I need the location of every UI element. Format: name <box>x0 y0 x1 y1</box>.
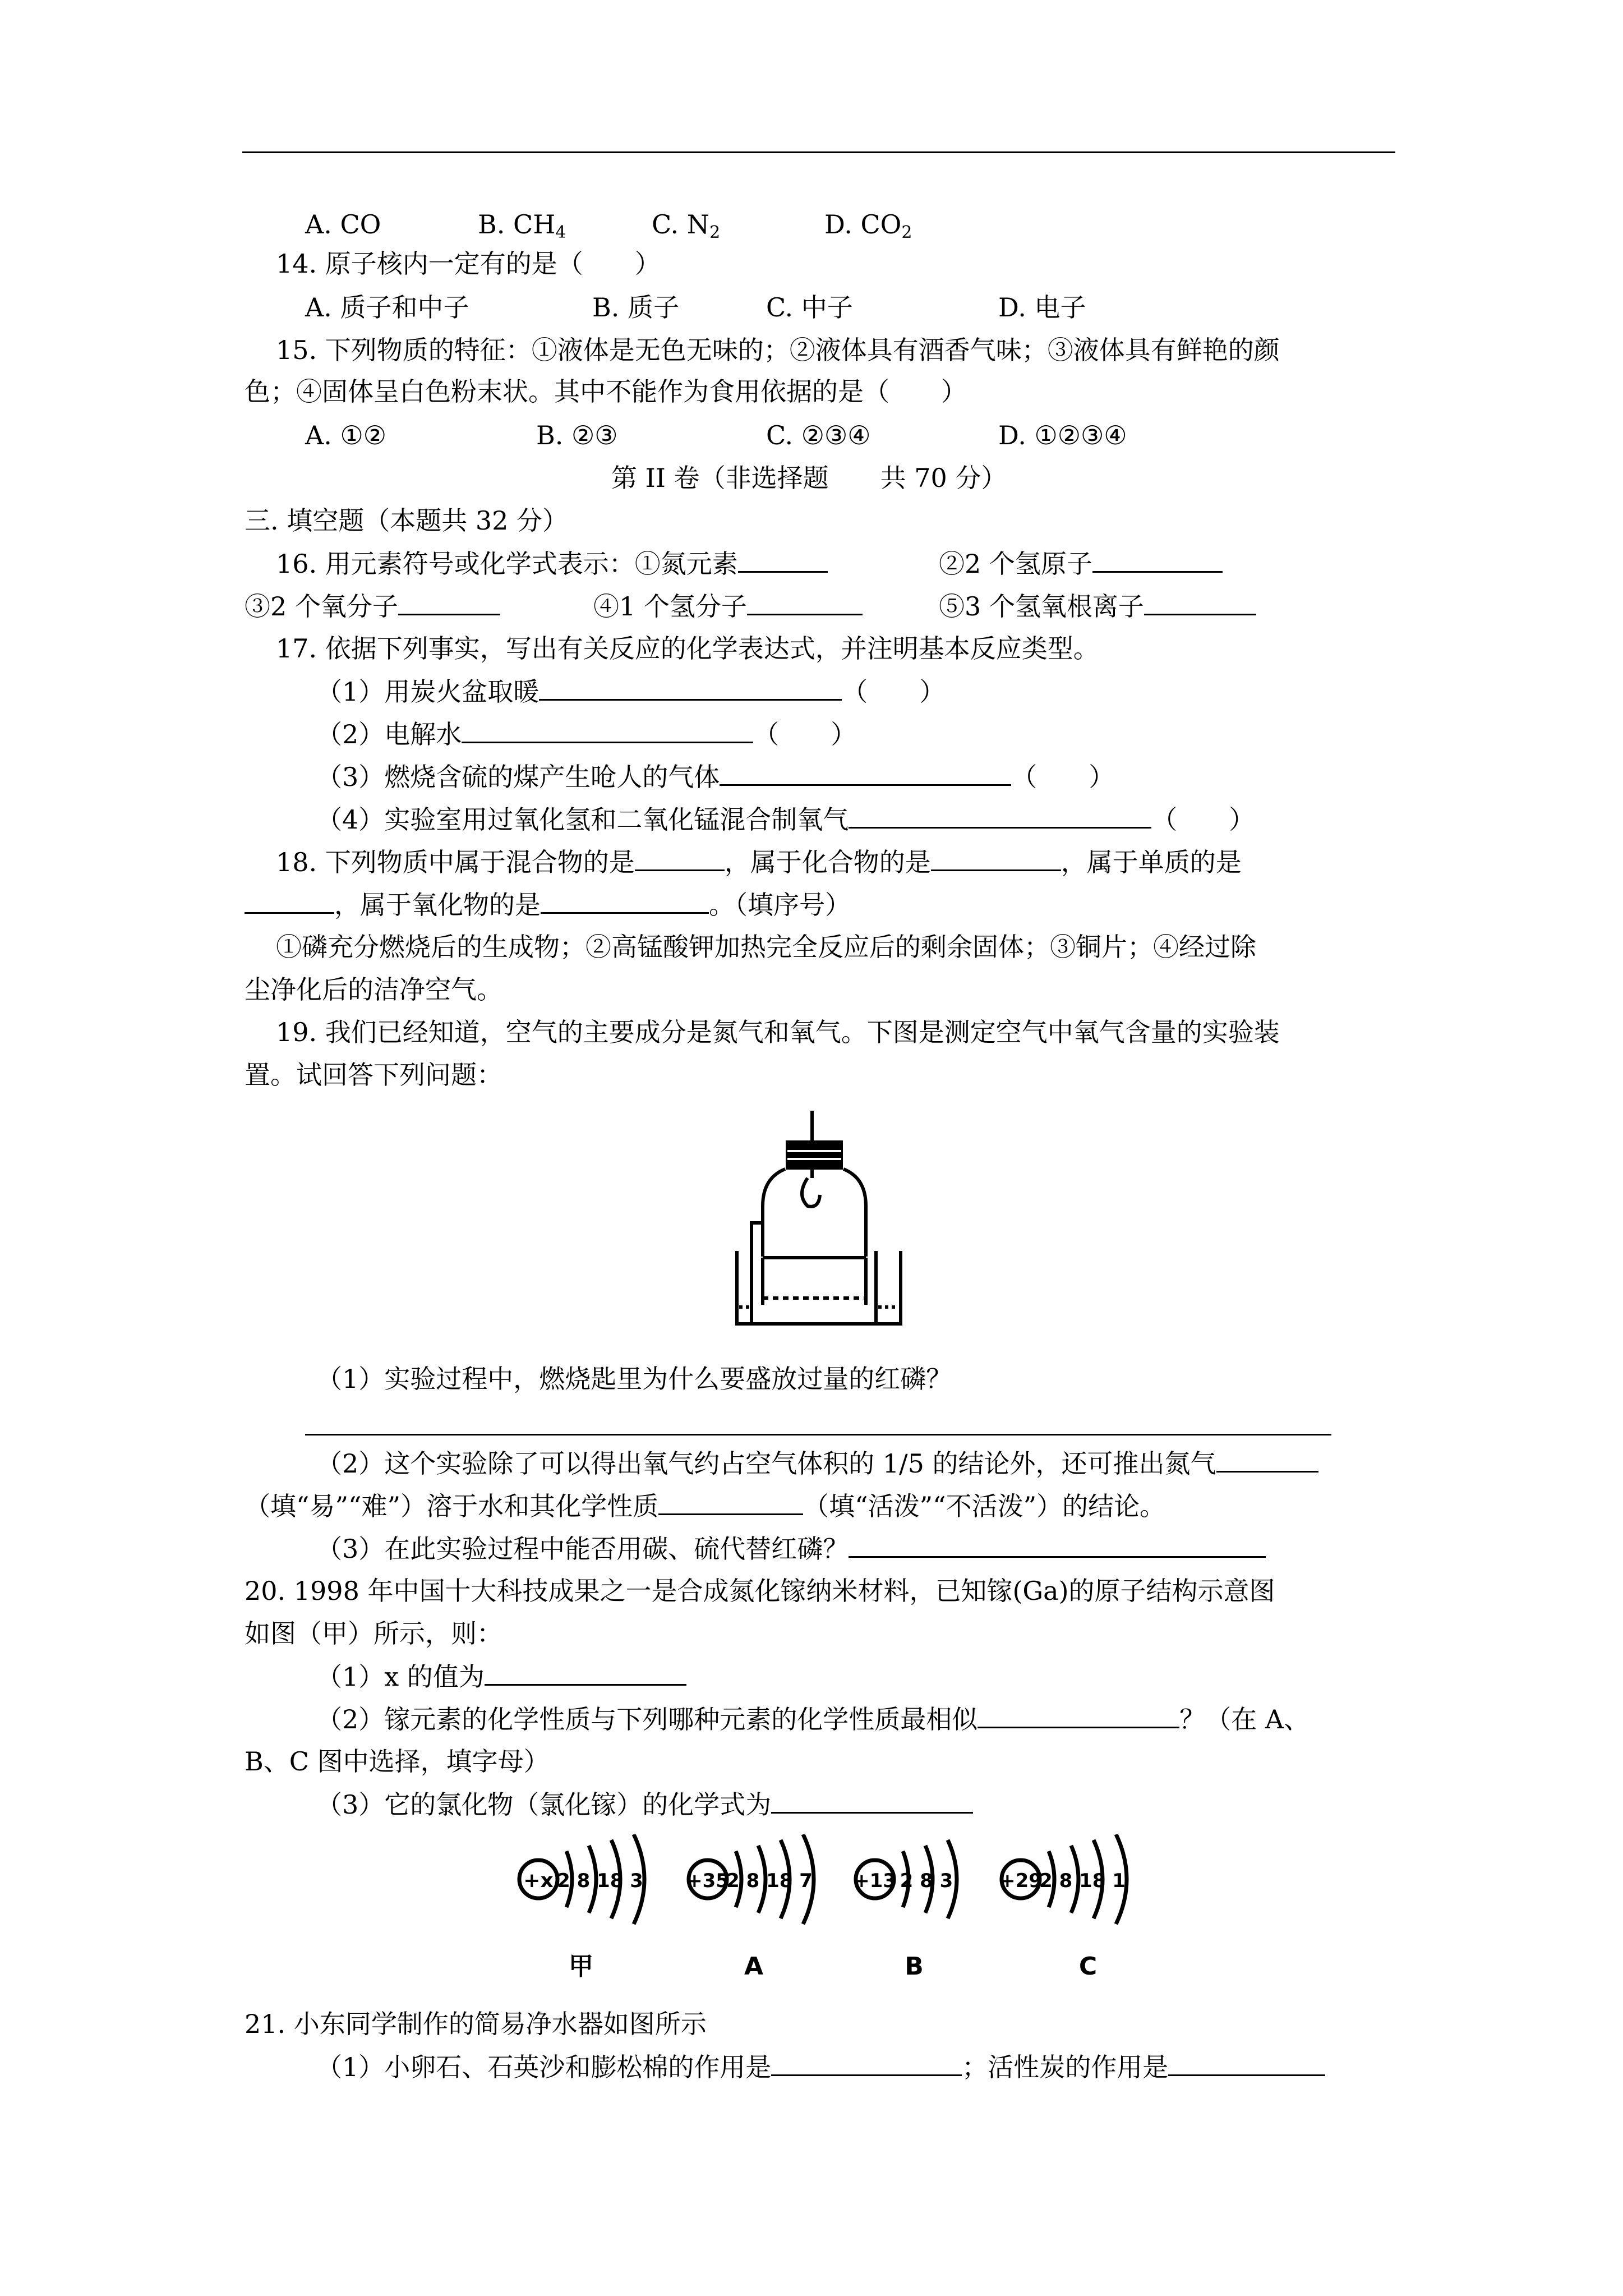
q14-option-b: B. 质子 <box>592 292 680 323</box>
q16-blank-1[interactable] <box>738 546 828 573</box>
q16-stem: 16. 用元素符号或化学式表示：①氮元素 <box>276 549 738 579</box>
q18-blank-mixture[interactable] <box>635 845 725 871</box>
q21-stem: 21. 小东同学制作的简易净水器如图所示 <box>245 2009 707 2039</box>
q14-option-c: C. 中子 <box>766 292 853 323</box>
q19-sub1: （1）实验过程中，燃烧匙里为什么要盛放过量的红磷？ <box>316 1364 952 1394</box>
q20-blank-similar[interactable] <box>978 1702 1179 1728</box>
q21-sub1: （1）小卵石、石英沙和膨松棉的作用是 ；活性炭的作用是 <box>316 2050 1325 2084</box>
atom-jia <box>519 1834 644 1981</box>
q20-blank-x[interactable] <box>485 1659 686 1686</box>
q21-blank-carbon[interactable] <box>1168 2050 1325 2076</box>
atom-jia-shells: 2 8 18 3 <box>557 1870 643 1892</box>
q19-sub2-line1: （2）这个实验除了可以得出氧气约占空气体积的 1/5 的结论外，还可推出氮气 <box>316 1446 1318 1480</box>
q18-materials-line1: ①磷充分燃烧后的生成物；②高锰酸钾加热完全反应后的剩余固体；③铜片；④经过除 <box>276 932 1256 962</box>
q15-stem-line1: 15. 下列物质的特征：①液体是无色无味的；②液体具有酒香气味；③液体具有鲜艳的颜 <box>276 335 1280 365</box>
section-3-title: 三. 填空题（本题共 32 分） <box>245 505 569 536</box>
atom-structure-figure <box>505 1834 1166 1986</box>
q19-answer-line-1[interactable] <box>305 1434 1331 1435</box>
q17-item-3: （3）燃烧含硫的煤产生呛人的气体 （ ） <box>316 760 1114 794</box>
q16-item-5: ⑤3 个氢氧根离子 <box>939 589 1256 623</box>
atom-a <box>686 1834 814 1981</box>
q19-sub2-line2: （填“易”“难”）溶于水和其化学性质 （填“活泼”“不活泼”）的结论。 <box>245 1489 1165 1523</box>
q19-stem-line1: 19. 我们已经知道，空气的主要成分是氮气和氧气。下图是测定空气中氧气含量的实验装 <box>276 1017 1280 1047</box>
q16-item-4: ④1 个氢分子 <box>593 589 863 623</box>
atom-b-shells: 2 8 3 <box>900 1870 953 1892</box>
q18-blank-element[interactable] <box>245 887 334 914</box>
q21-blank-filter[interactable] <box>771 2050 962 2076</box>
q17-stem: 17. 依据下列事实，写出有关反应的化学表达式，并注明基本反应类型。 <box>276 633 1099 664</box>
q13-option-a: A. CO <box>305 209 381 240</box>
q16-blank-3[interactable] <box>398 589 500 615</box>
section-2-title: 第 II 卷（非选择题 共 70 分） <box>611 463 1007 493</box>
atom-c-label: C <box>1078 1952 1098 1981</box>
q20-sub3: （3）它的氯化物（氯化镓）的化学式为 <box>316 1787 973 1821</box>
atom-a-shells: 2 8 18 7 <box>726 1870 813 1892</box>
q20-blank-formula[interactable] <box>771 1787 973 1814</box>
q15-option-a: A. ①② <box>305 420 386 450</box>
q17-blank-3[interactable] <box>720 760 1011 786</box>
atom-c <box>999 1834 1127 1981</box>
q16-item-3: ③2 个氧分子 <box>245 589 500 623</box>
q18-materials-line2: 尘净化后的洁净空气。 <box>245 974 502 1005</box>
q13-option-d: D. $CO_2$ <box>824 209 912 242</box>
q17-blank-2[interactable] <box>462 717 753 743</box>
q16-item-2: ②2 个氢原子 <box>939 546 1223 581</box>
q19-blank-reactivity[interactable] <box>658 1489 803 1515</box>
q15-stem-line2: 色；④固体呈白色粉末状。其中不能作为食用依据的是（ ） <box>245 376 967 407</box>
q15-option-c: C. ②③④ <box>766 420 871 450</box>
q17-blank-1[interactable] <box>539 674 842 701</box>
atom-c-shells: 2 8 18 1 <box>1039 1870 1126 1892</box>
q14-option-d: D. 电子 <box>998 292 1086 323</box>
q16-line1 <box>276 546 828 581</box>
q17-blank-4[interactable] <box>849 802 1151 829</box>
q14-option-a: A. 质子和中子 <box>305 292 469 323</box>
atom-a-nucleus: +35 <box>686 1870 729 1892</box>
q20-sub1: （1）x 的值为 <box>316 1659 686 1694</box>
q16-blank-5[interactable] <box>1144 589 1256 615</box>
q19-stem-line2: 置。试回答下列问题： <box>245 1060 502 1090</box>
q15-option-d: D. ①②③④ <box>998 420 1127 450</box>
q20-stem-line2: 如图（甲）所示，则： <box>245 1618 502 1649</box>
oxygen-apparatus-figure <box>729 1111 909 1335</box>
q18-line2: ，属于氧化物的是 。（填序号） <box>245 887 851 922</box>
q18-blank-compound[interactable] <box>931 845 1061 871</box>
q20-sub2-line2: B、C 图中选择，填字母） <box>245 1746 550 1777</box>
q16-blank-2[interactable] <box>1092 546 1223 573</box>
atom-c-nucleus: +29 <box>999 1870 1042 1892</box>
q17-item-1: （1）用炭火盆取暖 （ ） <box>316 674 945 708</box>
atom-jia-nucleus: +x <box>523 1869 554 1892</box>
q16-blank-4[interactable] <box>747 589 863 615</box>
q19-sub3: （3）在此实验过程中能否用碳、硫代替红磷？ <box>316 1531 1266 1566</box>
atom-b-nucleus: +13 <box>854 1870 896 1892</box>
atom-jia-label: 甲 <box>569 1952 593 1981</box>
atom-b <box>854 1840 957 1981</box>
q18-blank-oxide[interactable] <box>541 887 709 914</box>
q13-option-b: B. $CH_4$ <box>478 209 566 242</box>
q13-option-c: C. $N_2$ <box>652 209 721 242</box>
q17-item-2: （2）电解水 （ ） <box>316 717 856 751</box>
q17-item-4: （4）实验室用过氧化氢和二氧化锰混合制氧气 （ ） <box>316 802 1255 836</box>
q19-blank-solubility[interactable] <box>1216 1446 1318 1473</box>
q20-stem-line1: 20. 1998 年中国十大科技成果之一是合成氮化镓纳米材料，已知镓(Ga)的原子结构示意图 <box>245 1576 1275 1606</box>
q20-sub2-line1: （2）镓元素的化学性质与下列哪种元素的化学性质最相似 ？（在 A、 <box>316 1702 1310 1736</box>
q15-option-b: B. ②③ <box>536 420 618 450</box>
q19-blank-substitute[interactable] <box>849 1531 1266 1558</box>
q18-line1: 18. 下列物质中属于混合物的是 ，属于化合物的是 ，属于单质的是 <box>276 845 1242 879</box>
header-rule <box>242 151 1395 153</box>
atom-a-label: A <box>744 1952 764 1981</box>
atom-b-label: B <box>905 1952 924 1981</box>
q14-stem: 14. 原子核内一定有的是（ ） <box>276 249 661 279</box>
